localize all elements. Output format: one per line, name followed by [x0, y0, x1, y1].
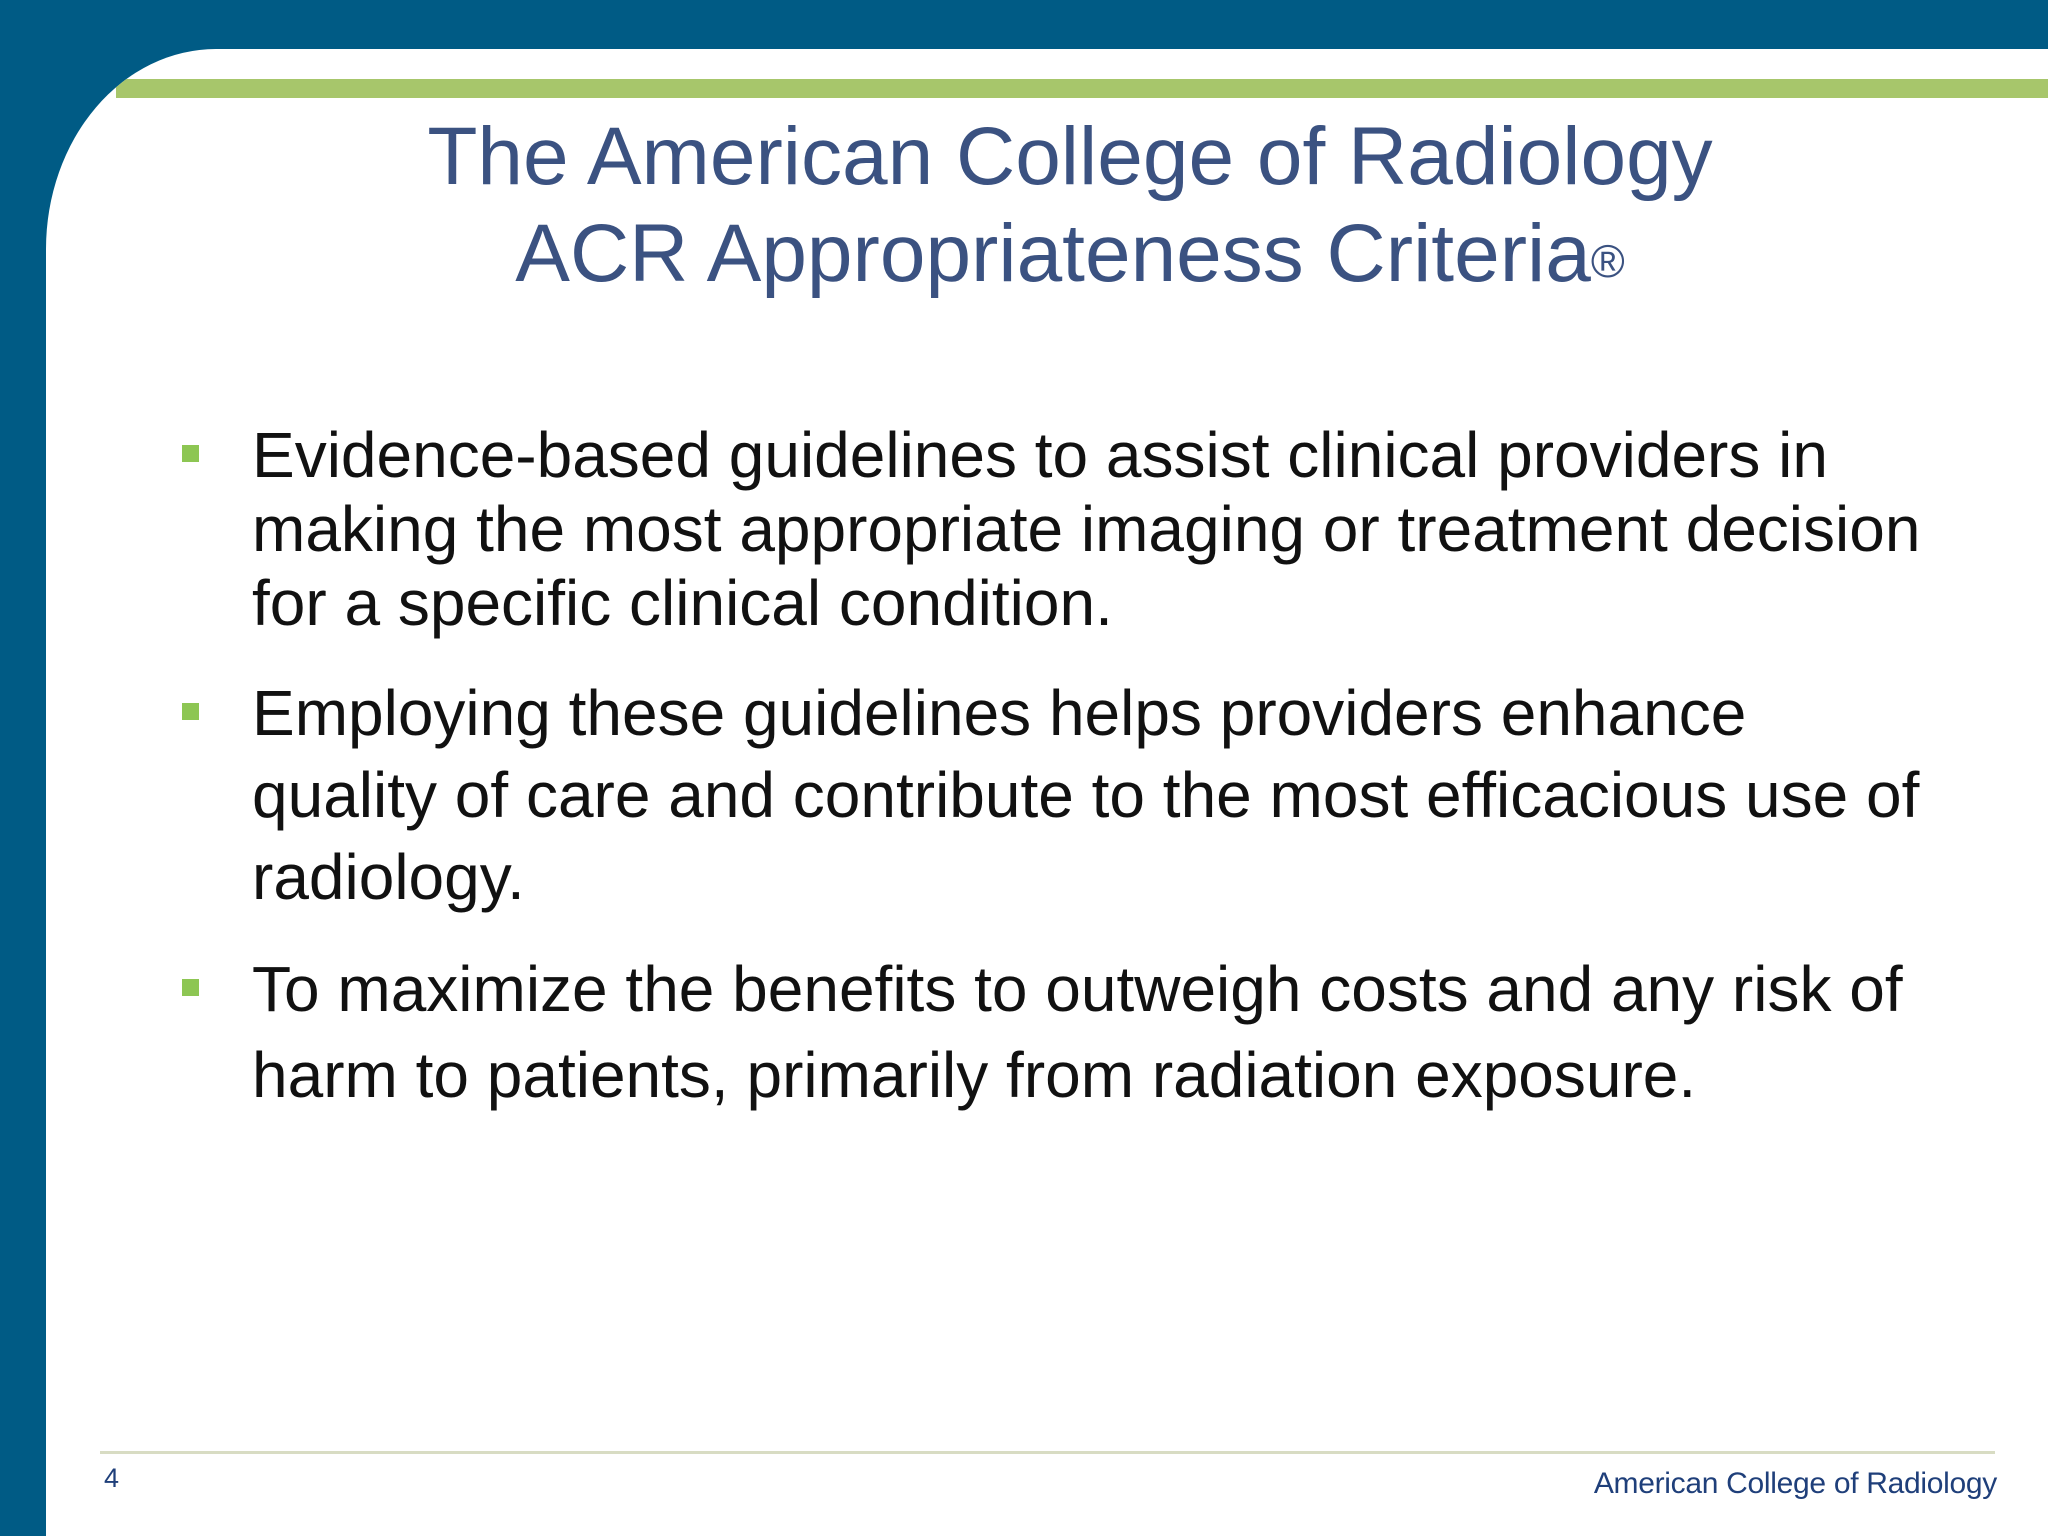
bullet-item-3: To maximize the benefits to outweigh costs and any risk of harm to patients, primarily from radiation exposure.	[252, 953, 1903, 1111]
title-line-2: ACR Appropriateness Criteria	[515, 208, 1591, 299]
footer-divider	[100, 1451, 1995, 1454]
page-number: 4	[104, 1463, 120, 1493]
square-bullet-icon	[182, 445, 199, 462]
square-bullet-icon	[182, 979, 199, 996]
registered-mark: ®	[1590, 235, 1625, 287]
bullet-item-2: Employing these guidelines helps providers enhance quality of care and contribute to the most efficacious use of radiology.	[252, 677, 1920, 913]
bullet-item-1: Evidence-based guidelines to assist clinical providers in making the most appropriate imaging or treatment decision for a specific clinical condition.	[252, 419, 1921, 639]
acr-logo-text: American College of Radiology	[1593, 1467, 1997, 1500]
slide-title	[330, 108, 1810, 302]
square-bullet-icon	[182, 703, 199, 720]
title-line-1: The American College of Radiology	[427, 111, 1713, 202]
accent-line	[116, 79, 2048, 98]
